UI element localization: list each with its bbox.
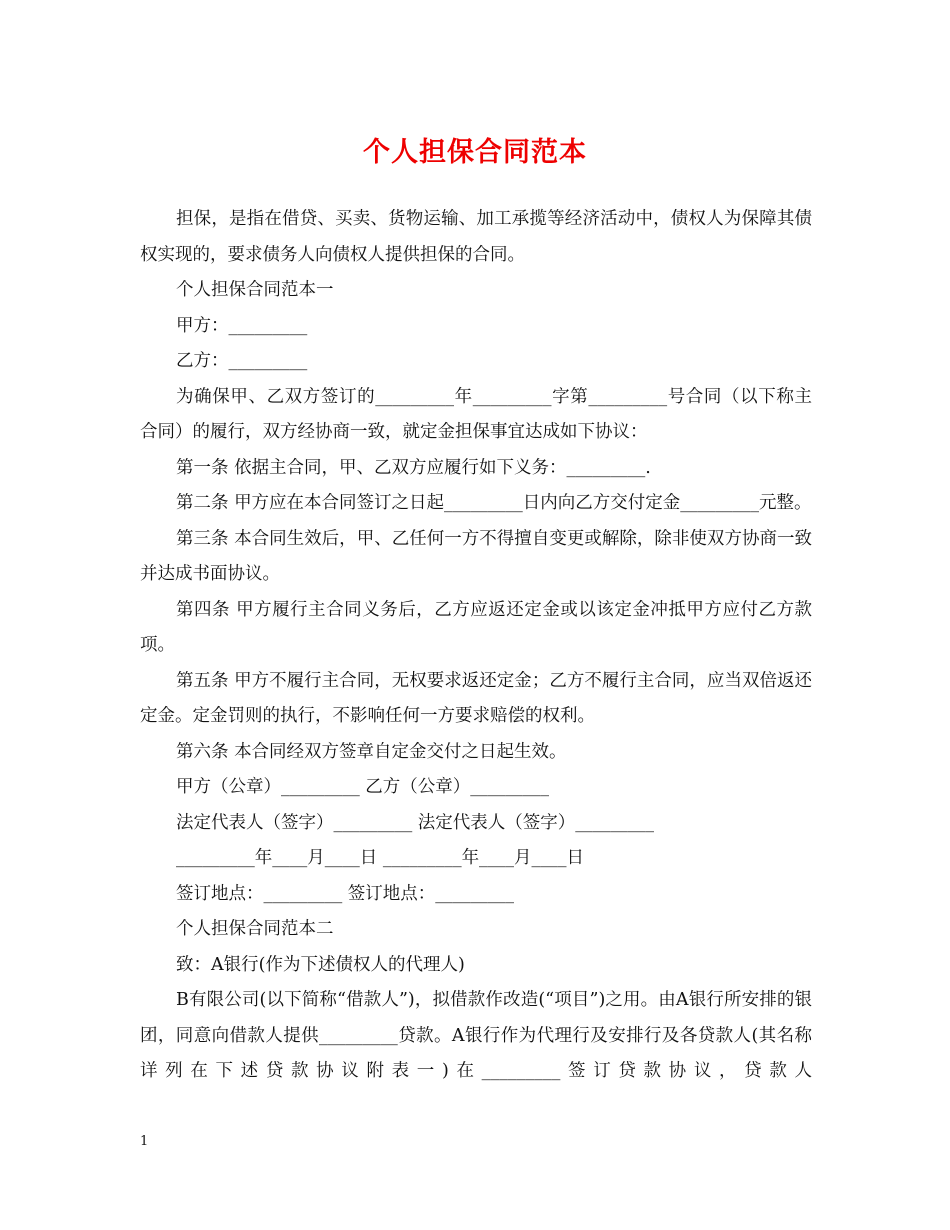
article-6: 第六条 本合同经双方签章自定金交付之日起生效。 (176, 741, 567, 762)
paragraph-loan: B有限公司(以下简称“借款人”)，拟借款作改造(“项目”)之用。由A银行所安排的银团，同意向借款人提供_________贷款。A银行作为代理行及安排行及各贷款人(其名称详列在下述贷款协议附表一)在_________签订贷款协议，贷款人 (140, 990, 812, 1081)
date-line: _________年____月____日 _________年____月____日 (176, 848, 585, 868)
article-4: 第四条 甲方履行主合同义务后，乙方应返还定金或以该定金冲抵甲方应付乙方款项。 (140, 599, 812, 655)
article-5: 第五条 甲方不履行主合同，无权要求返还定金；乙方不履行主合同，应当双倍返还定金。定金罚则的执行，不影响任何一方要求赔偿的权利。 (140, 670, 812, 726)
document-body (140, 202, 812, 1090)
addressee-line: 致：A银行(作为下述债权人的代理人) (176, 954, 465, 975)
article-1: 第一条 依据主合同，甲、乙双方应履行如下义务：_________. (176, 457, 651, 478)
paragraph-purpose: 为确保甲、乙双方签订的_________年_________字第_________号合同（以下称主合同）的履行，双方经协商一致，就定金担保事宜达成如下协议： (140, 386, 812, 442)
page-number: 1 (140, 1134, 149, 1149)
party-a-line: 甲方：_________ (176, 315, 308, 336)
seal-line: 甲方（公章）_________ 乙方（公章）_________ (176, 777, 550, 797)
document-title: 个人担保合同范本 (363, 137, 587, 168)
article-3: 第三条 本合同生效后，甲、乙任何一方不得擅自变更或解除，除非使双方协商一致并达成书面协议。 (140, 528, 812, 584)
section-heading-template-one: 个人担保合同范本一 (176, 280, 334, 300)
signing-place-line: 签订地点：_________ 签订地点：_________ (176, 883, 515, 904)
section-heading-template-two: 个人担保合同范本二 (176, 919, 334, 939)
paragraph-intro: 担保，是指在借贷、买卖、货物运输、加工承揽等经济活动中，债权人为保障其债权实现的，要求债务人向债权人提供担保的合同。 (140, 209, 812, 265)
article-2: 第二条 甲方应在本合同签订之日起_________日内向乙方交付定金_________元整。 (176, 493, 812, 513)
party-b-line: 乙方：_________ (176, 351, 308, 371)
representative-signature-line: 法定代表人（签字）_________ 法定代表人（签字）_________ (176, 812, 655, 833)
